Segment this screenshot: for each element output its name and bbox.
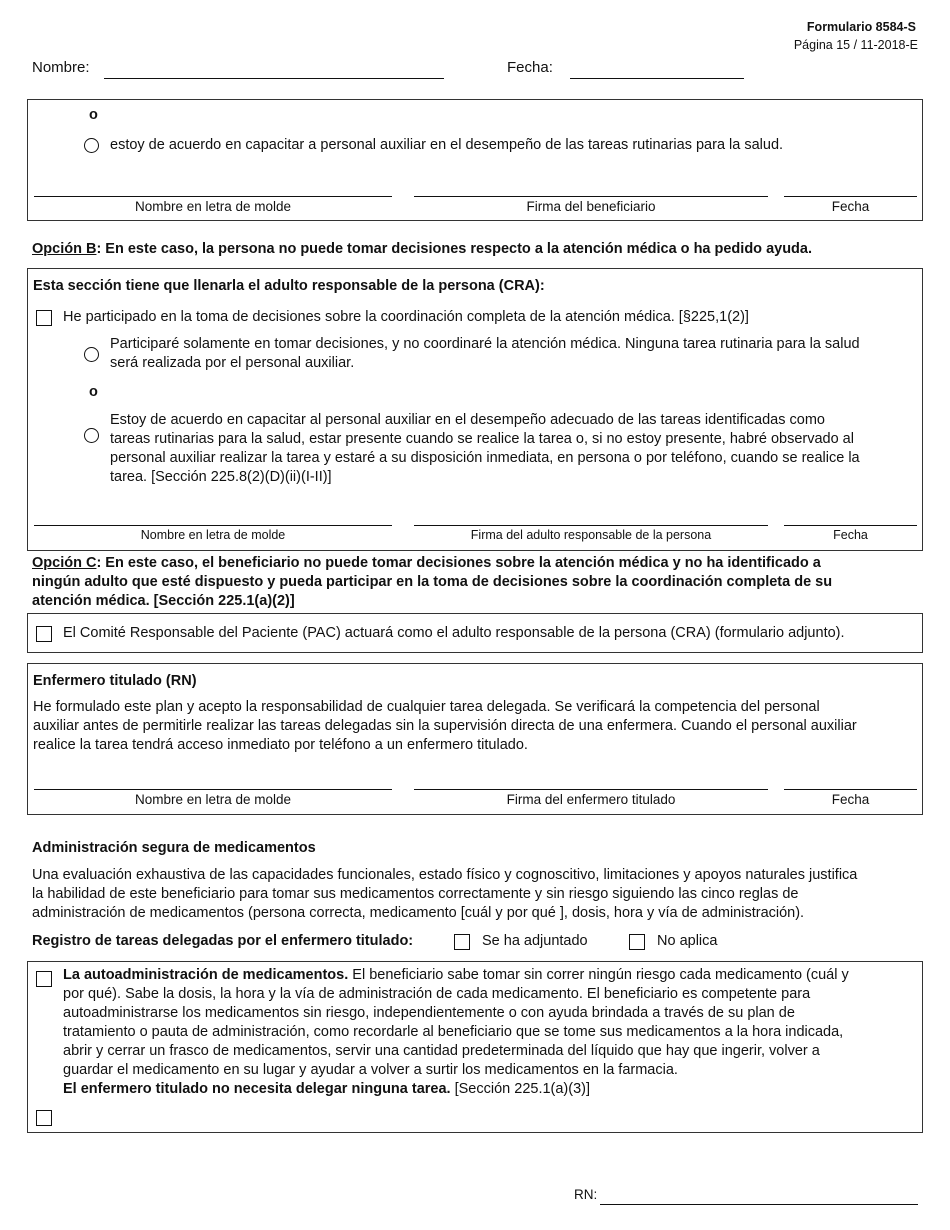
- self-admin-citation: [Sección 225.1(a)(3)]: [450, 1081, 591, 1097]
- cra-participated-checkbox[interactable]: [36, 310, 52, 326]
- print-name-line[interactable]: [34, 196, 392, 197]
- rn-section: [27, 663, 923, 815]
- cra-section: [27, 268, 923, 551]
- beneficiary-section: [27, 99, 923, 221]
- train-auxiliary-radio[interactable]: [84, 138, 99, 153]
- print-name-caption: Nombre en letra de molde: [134, 199, 292, 214]
- date-caption: Fecha: [831, 792, 870, 807]
- pac-checkbox[interactable]: [36, 626, 52, 642]
- date-label: Fecha:: [507, 59, 553, 76]
- decisions-only-line2: será realizada por el personal auxiliar.: [110, 355, 355, 371]
- date-caption: Fecha: [831, 199, 870, 214]
- date-line[interactable]: [784, 196, 917, 197]
- rn-line1: He formulado este plan y acepto la responsabilidad de cualquier tarea delegada. Se verificará la competencia del personal: [33, 699, 820, 715]
- train-staff-line4: tarea. [Sección 225.8(2)(D)(ii)(I-II)]: [110, 469, 332, 485]
- signature-caption: Firma del adulto responsable de la persona: [470, 528, 712, 542]
- rn-title: Enfermero titulado (RN): [33, 673, 197, 689]
- pac-section: [27, 613, 923, 653]
- option-b-text: : En este caso, la persona no puede tomar decisiones respecto a la atención médica o ha pedido ayuda.: [96, 241, 813, 257]
- rn-line2: auxiliar antes de permitirle realizar las tareas delegadas sin la supervisión directa de una enfermera. Cuando el personal auxiliar: [33, 718, 857, 734]
- date-line[interactable]: [784, 789, 917, 790]
- not-applicable-checkbox[interactable]: [629, 934, 645, 950]
- train-staff-line1: Estoy de acuerdo en capacitar al personal auxiliar en el desempeño adecuado de las tareas identificadas como: [110, 412, 825, 428]
- pac-text: El Comité Responsable del Paciente (PAC) actuará como el adulto responsable de la persona (CRA) (formulario adjunto).: [63, 625, 845, 641]
- attached-label: Se ha adjuntado: [482, 933, 588, 949]
- name-label: Nombre:: [32, 59, 90, 76]
- option-c-heading-line3: atención médica. [Sección 225.1(a)(2)]: [32, 593, 295, 609]
- date-line[interactable]: [784, 525, 917, 526]
- option-b-heading: [32, 240, 812, 259]
- not-applicable-label: No aplica: [657, 933, 718, 949]
- signature-caption: Firma del enfermero titulado: [506, 792, 676, 807]
- attached-checkbox[interactable]: [454, 934, 470, 950]
- rn-footer-label: RN:: [574, 1187, 598, 1202]
- signature-line[interactable]: [414, 196, 768, 197]
- form-number: Formulario 8584-S: [806, 20, 916, 34]
- signature-caption: Firma del beneficiario: [526, 199, 656, 214]
- self-admin-section: [27, 961, 923, 1133]
- signature-line[interactable]: [414, 525, 768, 526]
- self-admin-title: La autoadministración de medicamentos.: [63, 967, 349, 983]
- self-admin-line3: autoadministrarse los medicamentos sin riesgo, independientemente o con ayuda brindada a través de su plan de: [63, 1005, 795, 1021]
- rn-signature-line[interactable]: [600, 1204, 918, 1205]
- signature-line[interactable]: [414, 789, 768, 790]
- train-staff-radio[interactable]: [84, 428, 99, 443]
- option-c-heading: [32, 554, 821, 573]
- med-line3: administración de medicamentos (persona correcta, medicamento [cuál y por qué ], dosis, hora y vía de administración).: [32, 905, 805, 921]
- self-admin-line5: abrir y cerrar un frasco de medicamentos, servir una cantidad predeterminada del líquido que hay que ingerir, volver a: [63, 1043, 820, 1059]
- self-admin-line2: por qué). Sabe la dosis, la hora y la vía de administración de cada medicamento. El beneficiario es competente para: [63, 986, 811, 1002]
- or-text: o: [89, 107, 98, 123]
- option-c-heading-line2: ningún adulto que esté dispuesto y pueda participar en la toma de decisiones sobre la coordinación completa de su: [32, 574, 833, 590]
- extra-checkbox[interactable]: [36, 1110, 52, 1126]
- med-line2: la habilidad de este beneficiario para tomar sus medicamentos correctamente y sin riesgo siguiendo las cinco reglas de: [32, 886, 799, 902]
- page-info: Página 15 / 11-2018-E: [793, 38, 918, 52]
- print-name-caption: Nombre en letra de molde: [140, 528, 286, 542]
- name-field[interactable]: [104, 78, 444, 79]
- option-b-label: Opción B: [32, 241, 97, 257]
- train-staff-line2: tareas rutinarias para la salud, estar presente cuando se realice la tarea o, si no estoy presente, habré observado al: [110, 431, 854, 447]
- no-delegation-text: El enfermero titulado no necesita delegar ninguna tarea.: [63, 1081, 451, 1097]
- decisions-only-line1: Participaré solamente en tomar decisiones, y no coordinaré la atención médica. Ninguna tarea rutinaria para la salud: [110, 336, 860, 352]
- train-staff-line3: personal auxiliar realizar la tarea y estaré a su disposición inmediata, en persona o por teléfono, cuando se realice la: [110, 450, 860, 466]
- rn-line3: realice la tarea tendrá acceso inmediato por teléfono a un enfermero titulado.: [33, 737, 528, 753]
- train-auxiliary-text: estoy de acuerdo en capacitar a personal auxiliar en el desempeño de las tareas rutinarias para la salud.: [110, 137, 784, 153]
- med-line1: Una evaluación exhaustiva de las capacidades funcionales, estado físico y cognoscitivo, limitaciones y apoyos naturales justifica: [32, 867, 858, 883]
- self-admin-line1-text: El beneficiario sabe tomar sin correr ningún riesgo cada medicamento (cuál y: [348, 967, 849, 983]
- self-admin-line1: [63, 966, 849, 985]
- or-text: o: [89, 384, 98, 400]
- registry-label: Registro de tareas delegadas por el enfermero titulado:: [32, 933, 414, 949]
- print-name-line[interactable]: [34, 789, 392, 790]
- print-name-caption: Nombre en letra de molde: [134, 792, 292, 807]
- med-title: Administración segura de medicamentos: [32, 840, 316, 856]
- print-name-line[interactable]: [34, 525, 392, 526]
- cra-heading: Esta sección tiene que llenarla el adulto responsable de la persona (CRA):: [33, 278, 545, 294]
- decisions-only-radio[interactable]: [84, 347, 99, 362]
- self-admin-checkbox[interactable]: [36, 971, 52, 987]
- cra-participated-text: He participado en la toma de decisiones sobre la coordinación completa de la atención médica. [§225,1(2)]: [63, 309, 749, 325]
- option-c-text: : En este caso, el beneficiario no puede tomar decisiones sobre la atención médica y no ha identificado a: [96, 555, 821, 571]
- self-admin-line4: tratamiento o pauta de administración, como recordarle al beneficiario que se tome sus medicamentos a la hora indicada,: [63, 1024, 844, 1040]
- option-c-label: Opción C: [32, 555, 97, 571]
- self-admin-line6: guardar el medicamento en su lugar y ayudar a volver a surtir los medicamentos en la farmacia.: [63, 1062, 678, 1078]
- date-field[interactable]: [570, 78, 744, 79]
- self-admin-bold-line: [63, 1080, 590, 1099]
- date-caption: Fecha: [833, 528, 868, 542]
